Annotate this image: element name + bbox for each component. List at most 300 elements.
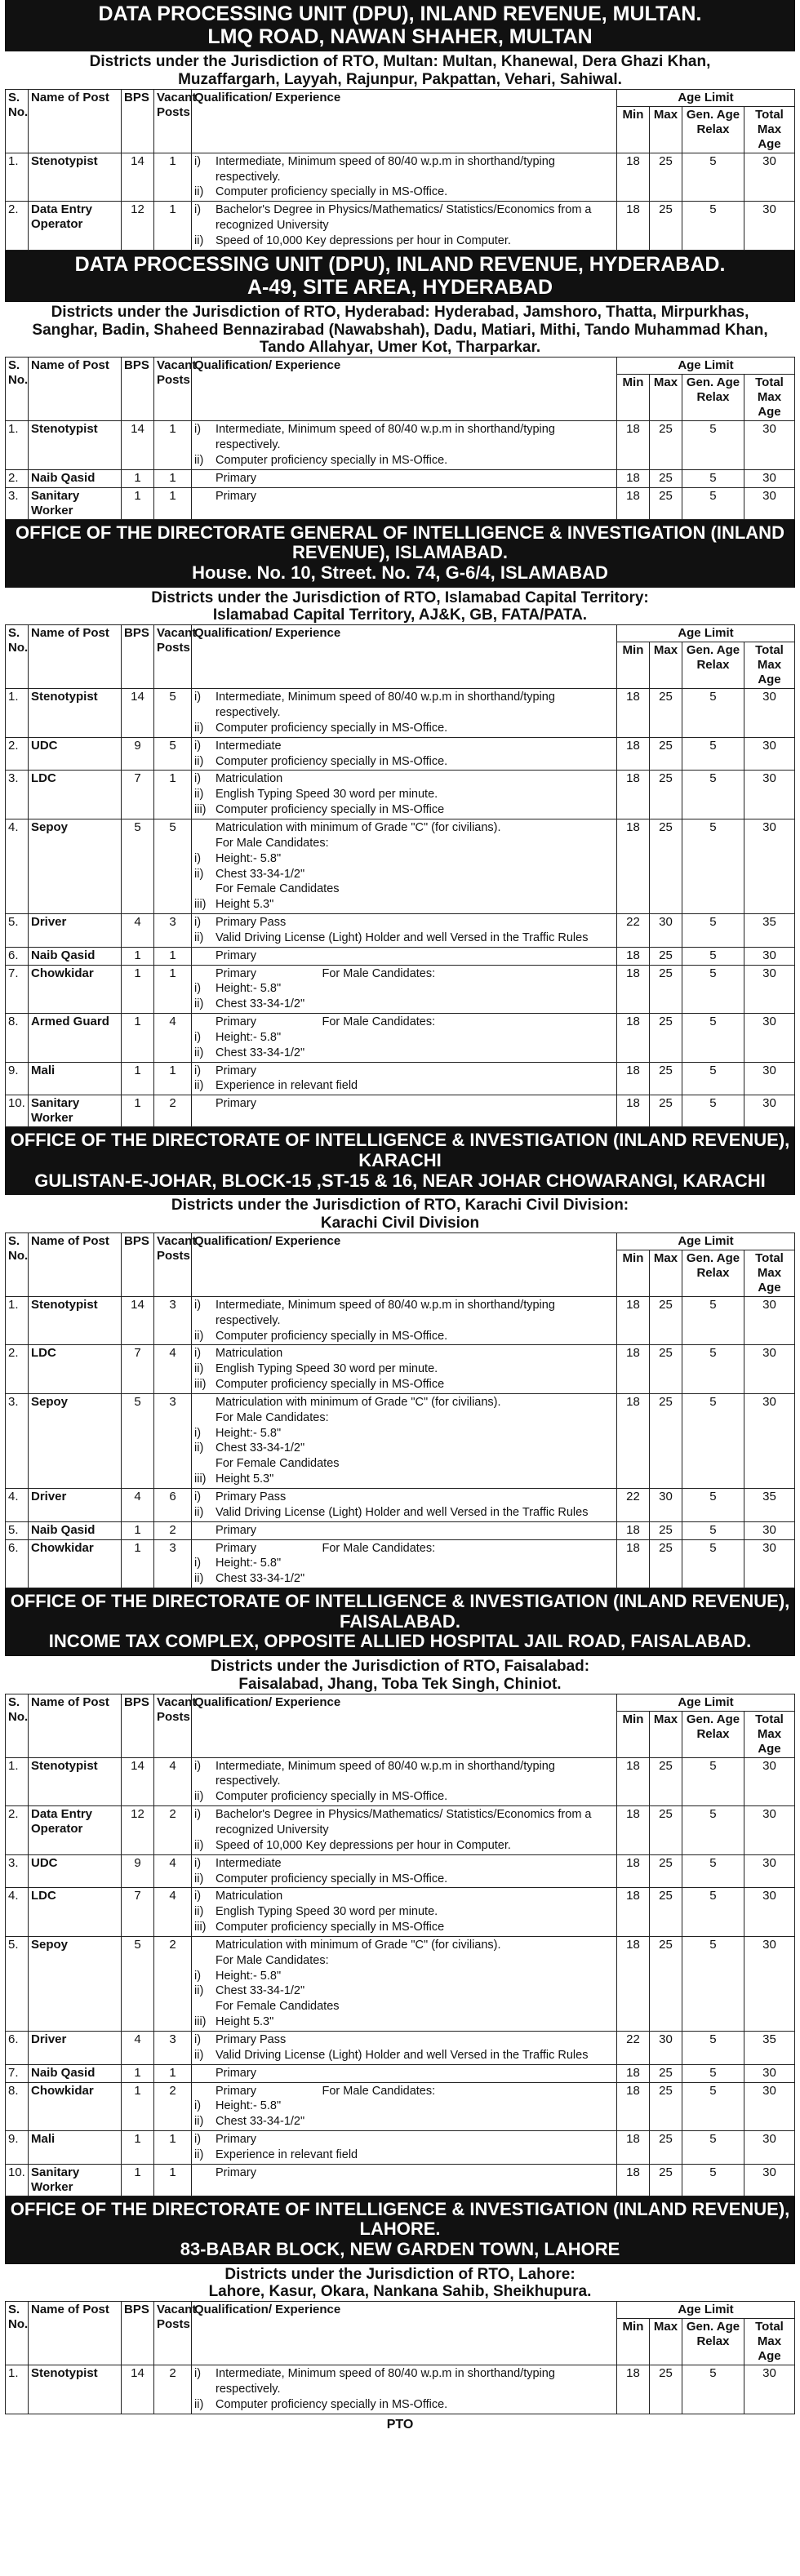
post-qualification (192, 771, 617, 819)
header-qualification: Qualification/ Experience (192, 1694, 617, 1757)
qualification-line (194, 1969, 614, 1984)
qualification-line (194, 1541, 614, 1557)
office-banner (5, 520, 795, 588)
qualification-marker (194, 966, 216, 982)
qualification-line (194, 1426, 614, 1441)
qualification-marker: i) (194, 1969, 202, 1983)
header-sno: S. No. (6, 2302, 29, 2365)
qualification-marker: i) (194, 1890, 202, 1903)
qualification-line (194, 1329, 614, 1344)
qualification-text: Computer proficiency specially in MS-Office. (216, 1790, 448, 1804)
post-bps: 1 (122, 1539, 154, 1588)
table-header-row (6, 2302, 795, 2319)
table-row (6, 1345, 795, 1394)
row-serial: 9. (6, 2131, 29, 2165)
qualification-marker: ii) (194, 788, 204, 802)
table-row (6, 1806, 795, 1855)
qualification-line (194, 154, 614, 185)
district-line: Districts under the Jurisdiction of RTO, Islamabad Capital Territory: (151, 588, 649, 606)
qualification-marker: i) (194, 1298, 202, 1312)
header-vacant-posts: Vacant Posts (154, 625, 192, 689)
age-min: 18 (616, 202, 649, 251)
qualification-text: Chest 33-34-1/2" (216, 867, 305, 881)
qualification-line (194, 2366, 614, 2397)
office-title-line: OFFICE OF THE DIRECTORATE OF INTELLIGENCE & INVESTIGATION (INLAND REVENUE), LAHORE. (10, 2198, 790, 2240)
age-relax: 5 (682, 1095, 744, 1127)
qualification-text: Primary For Male Candidates: (216, 1541, 436, 1555)
posts-table (5, 1694, 795, 2196)
qualification-text: Height:- 5.8" (216, 982, 282, 996)
header-age-relax: Gen. Age Relax (682, 1711, 744, 1757)
age-total: 35 (744, 1489, 794, 1522)
row-serial: 4. (6, 1489, 29, 1522)
age-min: 18 (616, 2164, 649, 2196)
age-relax: 5 (682, 1345, 744, 1394)
row-serial: 5. (6, 1936, 29, 2031)
post-name: Naib Qasid (29, 2064, 122, 2082)
header-max: Max (649, 375, 682, 421)
row-serial: 3. (6, 771, 29, 819)
qualification-line (194, 1571, 614, 1587)
qualification-line (194, 1759, 614, 1790)
qualification-text: Primary (216, 1523, 256, 1537)
qualification-marker: i) (194, 1426, 202, 1440)
age-min: 18 (616, 1539, 649, 1588)
post-vacancies: 4 (154, 1888, 192, 1937)
qualification-text: For Female Candidates (216, 2000, 340, 2014)
header-age-relax: Gen. Age Relax (682, 106, 744, 153)
age-relax: 5 (682, 1806, 744, 1855)
age-relax: 5 (682, 153, 744, 202)
qualification-line (194, 2132, 614, 2147)
post-name: Stenotypist (29, 421, 122, 470)
qualification-text: For Male Candidates: (216, 836, 329, 850)
age-min: 18 (616, 421, 649, 470)
post-qualification (192, 2031, 617, 2064)
qualification-marker: i) (194, 2032, 202, 2046)
qualification-marker: ii) (194, 1872, 204, 1885)
post-name: UDC (29, 1854, 122, 1888)
posts-table (5, 2301, 795, 2414)
table-row (6, 1062, 795, 1095)
post-name: Stenotypist (29, 1757, 122, 1806)
qualification-marker: ii) (194, 1362, 204, 1376)
qualification-marker (194, 471, 216, 486)
office-title-line: House. No. 10, Street. No. 74, G-6/4, ISLAMABAD (192, 562, 608, 583)
job-section (5, 520, 795, 1128)
qualification-marker: ii) (194, 1838, 204, 1852)
qualification-line (194, 2165, 614, 2181)
post-qualification (192, 2082, 617, 2131)
qualification-line (194, 1523, 614, 1539)
age-max: 25 (649, 202, 682, 251)
header-bps: BPS (122, 89, 154, 153)
qualification-line (194, 1556, 614, 1571)
qualification-marker: iii) (194, 2015, 207, 2029)
age-min: 18 (616, 1854, 649, 1888)
post-bps: 1 (122, 2064, 154, 2082)
qualification-line (194, 2084, 614, 2099)
age-total: 30 (744, 1539, 794, 1588)
table-row (6, 1757, 795, 1806)
age-relax: 5 (682, 2365, 744, 2414)
age-max: 25 (649, 1345, 682, 1394)
office-title-line: OFFICE OF THE DIRECTORATE OF INTELLIGENCE & INVESTIGATION (INLAND REVENUE), FAISALABAD. (10, 1591, 790, 1632)
qualification-marker: ii) (194, 2048, 204, 2062)
age-max: 25 (649, 1888, 682, 1937)
post-bps: 1 (122, 487, 154, 519)
age-total: 30 (744, 1757, 794, 1806)
qualification-line (194, 1889, 614, 1904)
qualification-text: Computer proficiency specially in MS-Office. (216, 185, 448, 199)
age-total: 30 (744, 1095, 794, 1127)
qualification-text: For Female Candidates (216, 1457, 340, 1471)
table-row (6, 2365, 795, 2414)
qualification-line (194, 1472, 614, 1487)
post-bps: 12 (122, 1806, 154, 1855)
age-min: 18 (616, 1062, 649, 1095)
qualification-line (194, 202, 614, 233)
age-relax: 5 (682, 1539, 744, 1588)
post-name: Chowkidar (29, 1539, 122, 1588)
age-total: 30 (744, 1521, 794, 1539)
qualification-marker (194, 836, 216, 851)
row-serial: 2. (6, 202, 29, 251)
header-bps: BPS (122, 2302, 154, 2365)
qualification-line (194, 2032, 614, 2048)
row-serial: 4. (6, 1888, 29, 1937)
qualification-text: Matriculation (216, 772, 283, 786)
office-title-line: DATA PROCESSING UNIT (DPU), INLAND REVENUE, MULTAN. (98, 2, 702, 25)
qualification-line (194, 1046, 614, 1061)
qualification-line (194, 1983, 614, 1999)
age-min: 22 (616, 1489, 649, 1522)
qualification-line (194, 721, 614, 736)
office-title-line: OFFICE OF THE DIRECTORATE GENERAL OF INTELLIGENCE & INVESTIGATION (INLAND REVENUE), ISLAMABAD. (16, 522, 784, 563)
qualification-line (194, 915, 614, 930)
table-row (6, 689, 795, 738)
post-vacancies: 1 (154, 202, 192, 251)
post-bps: 1 (122, 469, 154, 487)
post-bps: 1 (122, 2082, 154, 2131)
age-min: 18 (616, 737, 649, 771)
header-bps: BPS (122, 1694, 154, 1757)
qualification-line (194, 851, 614, 867)
qualification-text: For Female Candidates (216, 882, 340, 896)
post-bps: 14 (122, 1296, 154, 1345)
qualification-text: Primary For Male Candidates: (216, 2084, 436, 2098)
age-relax: 5 (682, 1296, 744, 1345)
table-row (6, 914, 795, 948)
qualification-line (194, 1938, 614, 1953)
qualification-text: Height:- 5.8" (216, 1557, 282, 1570)
age-max: 30 (649, 2031, 682, 2064)
age-relax: 5 (682, 1854, 744, 1888)
qualification-line (194, 1807, 614, 1838)
qualification-line (194, 882, 614, 897)
post-qualification (192, 1854, 617, 1888)
qualification-marker: i) (194, 1808, 202, 1822)
post-vacancies: 3 (154, 1296, 192, 1345)
post-vacancies: 1 (154, 153, 192, 202)
qualification-text: Primary (216, 948, 256, 962)
age-total: 30 (744, 737, 794, 771)
header-total-max-age: Total Max Age (744, 375, 794, 421)
qualification-line (194, 897, 614, 913)
row-serial: 8. (6, 1014, 29, 1063)
age-relax: 5 (682, 965, 744, 1014)
age-min: 18 (616, 153, 649, 202)
post-vacancies: 1 (154, 487, 192, 519)
qualification-marker: i) (194, 1490, 202, 1503)
post-bps: 1 (122, 965, 154, 1014)
post-vacancies: 3 (154, 2031, 192, 2064)
qualification-text: Computer proficiency specially in MS-Office. (216, 721, 448, 735)
header-sno: S. No. (6, 89, 29, 153)
qualification-text: Experience in relevant field (216, 2147, 358, 2161)
age-min: 22 (616, 914, 649, 948)
row-serial: 1. (6, 421, 29, 470)
age-total: 30 (744, 689, 794, 738)
row-serial: 2. (6, 737, 29, 771)
qualification-line (194, 867, 614, 882)
table-row (6, 2131, 795, 2165)
age-min: 18 (616, 1296, 649, 1345)
age-min: 18 (616, 947, 649, 965)
table-header-row (6, 1694, 795, 1711)
qualification-text: Computer proficiency specially in MS-Office (216, 803, 445, 817)
posts-table (5, 624, 795, 1127)
post-vacancies: 3 (154, 1393, 192, 1488)
age-max: 25 (649, 1806, 682, 1855)
post-bps: 14 (122, 689, 154, 738)
qualification-line (194, 1298, 614, 1329)
age-total: 35 (744, 914, 794, 948)
qualification-text: Primary (216, 1064, 256, 1077)
age-min: 18 (616, 1014, 649, 1063)
age-relax: 5 (682, 947, 744, 965)
post-qualification (192, 1888, 617, 1937)
post-bps: 14 (122, 1757, 154, 1806)
header-vacant-posts: Vacant Posts (154, 2302, 192, 2365)
qualification-line (194, 1953, 614, 1969)
post-qualification (192, 1014, 617, 1063)
table-row (6, 1095, 795, 1127)
table-row (6, 1489, 795, 1522)
post-vacancies: 2 (154, 1521, 192, 1539)
age-max: 25 (649, 153, 682, 202)
post-vacancies: 4 (154, 1854, 192, 1888)
qualification-marker: iii) (194, 898, 207, 912)
qualification-marker: ii) (194, 997, 204, 1011)
age-min: 18 (616, 2064, 649, 2082)
post-bps: 12 (122, 202, 154, 251)
age-total: 30 (744, 2082, 794, 2131)
header-vacant-posts: Vacant Posts (154, 1694, 192, 1757)
qualification-text: Experience in relevant field (216, 1079, 358, 1093)
post-qualification (192, 1936, 617, 2031)
qualification-marker: i) (194, 2367, 202, 2381)
post-vacancies: 1 (154, 2064, 192, 2082)
qualification-line (194, 836, 614, 851)
district-jurisdiction (5, 2264, 795, 2302)
header-qualification: Qualification/ Experience (192, 358, 617, 421)
row-serial: 4. (6, 819, 29, 913)
table-row (6, 469, 795, 487)
header-max: Max (649, 642, 682, 689)
age-relax: 5 (682, 2082, 744, 2131)
district-line: Districts under the Jurisdiction of RTO, Karachi Civil Division: (171, 1197, 629, 1215)
qualification-line (194, 1410, 614, 1426)
qualification-line (194, 1096, 614, 1112)
post-name: Chowkidar (29, 965, 122, 1014)
qualification-marker (194, 1015, 216, 1030)
qualification-marker: ii) (194, 1505, 204, 1519)
header-name-of-post: Name of Post (29, 89, 122, 153)
header-name-of-post: Name of Post (29, 625, 122, 689)
qualification-text: Chest 33-34-1/2" (216, 997, 305, 1011)
post-vacancies: 2 (154, 2365, 192, 2414)
district-line: Districts under the Jurisdiction of RTO, Hyderabad: Hyderabad, Jamshoro, Thatta, Mirpurkhas, (51, 303, 749, 321)
qualification-line (194, 2048, 614, 2063)
qualification-marker: ii) (194, 930, 204, 944)
post-qualification (192, 1345, 617, 1394)
header-age-relax: Gen. Age Relax (682, 1250, 744, 1296)
post-bps: 1 (122, 1521, 154, 1539)
posts-table (5, 357, 795, 519)
age-relax: 5 (682, 1014, 744, 1063)
qualification-text: Intermediate (216, 739, 282, 753)
qualification-marker: i) (194, 851, 202, 865)
qualification-line (194, 1078, 614, 1094)
row-serial: 2. (6, 1345, 29, 1394)
qualification-marker: ii) (194, 721, 204, 735)
header-total-max-age: Total Max Age (744, 1250, 794, 1296)
post-name: Sepoy (29, 1936, 122, 2031)
post-vacancies: 4 (154, 1014, 192, 1063)
posts-table (5, 89, 795, 251)
post-qualification (192, 2131, 617, 2165)
age-relax: 5 (682, 1936, 744, 2031)
post-vacancies: 3 (154, 1539, 192, 1588)
post-name: Chowkidar (29, 2082, 122, 2131)
qualification-text: Primary (216, 2133, 256, 2147)
row-serial: 8. (6, 2082, 29, 2131)
header-name-of-post: Name of Post (29, 358, 122, 421)
qualification-text: Computer proficiency specially in MS-Office (216, 1921, 445, 1934)
qualification-marker (194, 1096, 216, 1112)
qualification-marker: ii) (194, 233, 204, 247)
age-max: 25 (649, 1936, 682, 2031)
qualification-text: Height:- 5.8" (216, 1426, 282, 1440)
age-min: 18 (616, 1806, 649, 1855)
qualification-text: For Male Candidates: (216, 1953, 329, 1967)
age-max: 25 (649, 771, 682, 819)
qualification-text: Valid Driving License (Light) Holder and well Versed in the Traffic Rules (216, 930, 589, 944)
job-section (5, 1588, 795, 2196)
qualification-text: For Male Candidates: (216, 1410, 329, 1424)
age-total: 30 (744, 469, 794, 487)
qualification-text: Computer proficiency specially in MS-Office. (216, 1329, 448, 1343)
post-vacancies: 1 (154, 2131, 192, 2165)
qualification-line (194, 422, 614, 453)
qualification-text: Intermediate, Minimum speed of 80/40 w.p.m in shorthand/typing respectively. (216, 2367, 558, 2396)
table-row (6, 2164, 795, 2196)
age-total: 30 (744, 2131, 794, 2165)
qualification-line (194, 981, 614, 997)
age-max: 25 (649, 2082, 682, 2131)
qualification-text: Height 5.3" (216, 2015, 274, 2029)
post-qualification (192, 965, 617, 1014)
table-row (6, 202, 795, 251)
qualification-text: Matriculation (216, 1890, 283, 1903)
age-min: 18 (616, 1345, 649, 1394)
age-max: 25 (649, 487, 682, 519)
age-max: 25 (649, 1854, 682, 1888)
age-total: 30 (744, 2164, 794, 2196)
qualification-marker: i) (194, 203, 202, 217)
qualification-line (194, 1920, 614, 1935)
post-bps: 1 (122, 947, 154, 965)
qualification-line (194, 948, 614, 964)
qualification-text: Intermediate, Minimum speed of 80/40 w.p.m in shorthand/typing respectively. (216, 1759, 558, 1788)
post-qualification (192, 1806, 617, 1855)
job-section (5, 0, 795, 251)
age-relax: 5 (682, 1757, 744, 1806)
post-qualification (192, 2365, 617, 2414)
qualification-line (194, 1872, 614, 1887)
job-section (5, 2196, 795, 2414)
qualification-marker: ii) (194, 185, 204, 199)
age-total: 30 (744, 965, 794, 1014)
district-line: Districts under the Jurisdiction of RTO, Faisalabad: (210, 1657, 590, 1675)
office-title-line: GULISTAN-E-JOHAR, BLOCK-15 ,ST-15 & 16, NEAR JOHAR CHOWARANGI, KARACHI (34, 1170, 766, 1191)
post-qualification (192, 2064, 617, 2082)
table-row (6, 1854, 795, 1888)
age-relax: 5 (682, 1521, 744, 1539)
age-total: 35 (744, 2031, 794, 2064)
qualification-line (194, 1346, 614, 1361)
age-min: 18 (616, 1757, 649, 1806)
office-title-line: OFFICE OF THE DIRECTORATE OF INTELLIGENCE & INVESTIGATION (INLAND REVENUE), KARACHI (10, 1130, 790, 1170)
age-total: 30 (744, 2064, 794, 2082)
qualification-line (194, 787, 614, 802)
qualification-text: English Typing Speed 30 word per minute. (216, 1905, 438, 1919)
qualification-text: Valid Driving License (Light) Holder and well Versed in the Traffic Rules (216, 1505, 589, 1519)
qualification-text: Primary Pass (216, 916, 287, 930)
post-qualification (192, 153, 617, 202)
post-name: Naib Qasid (29, 1521, 122, 1539)
row-serial: 1. (6, 689, 29, 738)
age-max: 25 (649, 1014, 682, 1063)
post-vacancies: 3 (154, 914, 192, 948)
age-total: 30 (744, 487, 794, 519)
post-name: Armed Guard (29, 1014, 122, 1063)
row-serial: 9. (6, 1062, 29, 1095)
post-name: UDC (29, 737, 122, 771)
post-vacancies: 5 (154, 689, 192, 738)
post-name: Stenotypist (29, 2365, 122, 2414)
row-serial: 1. (6, 1296, 29, 1345)
qualification-text: Primary Pass (216, 1490, 287, 1503)
qualification-line (194, 1064, 614, 1079)
qualification-line (194, 820, 614, 836)
header-name-of-post: Name of Post (29, 1694, 122, 1757)
table-row (6, 2064, 795, 2082)
age-relax: 5 (682, 469, 744, 487)
qualification-marker: i) (194, 1759, 202, 1773)
age-relax: 5 (682, 689, 744, 738)
